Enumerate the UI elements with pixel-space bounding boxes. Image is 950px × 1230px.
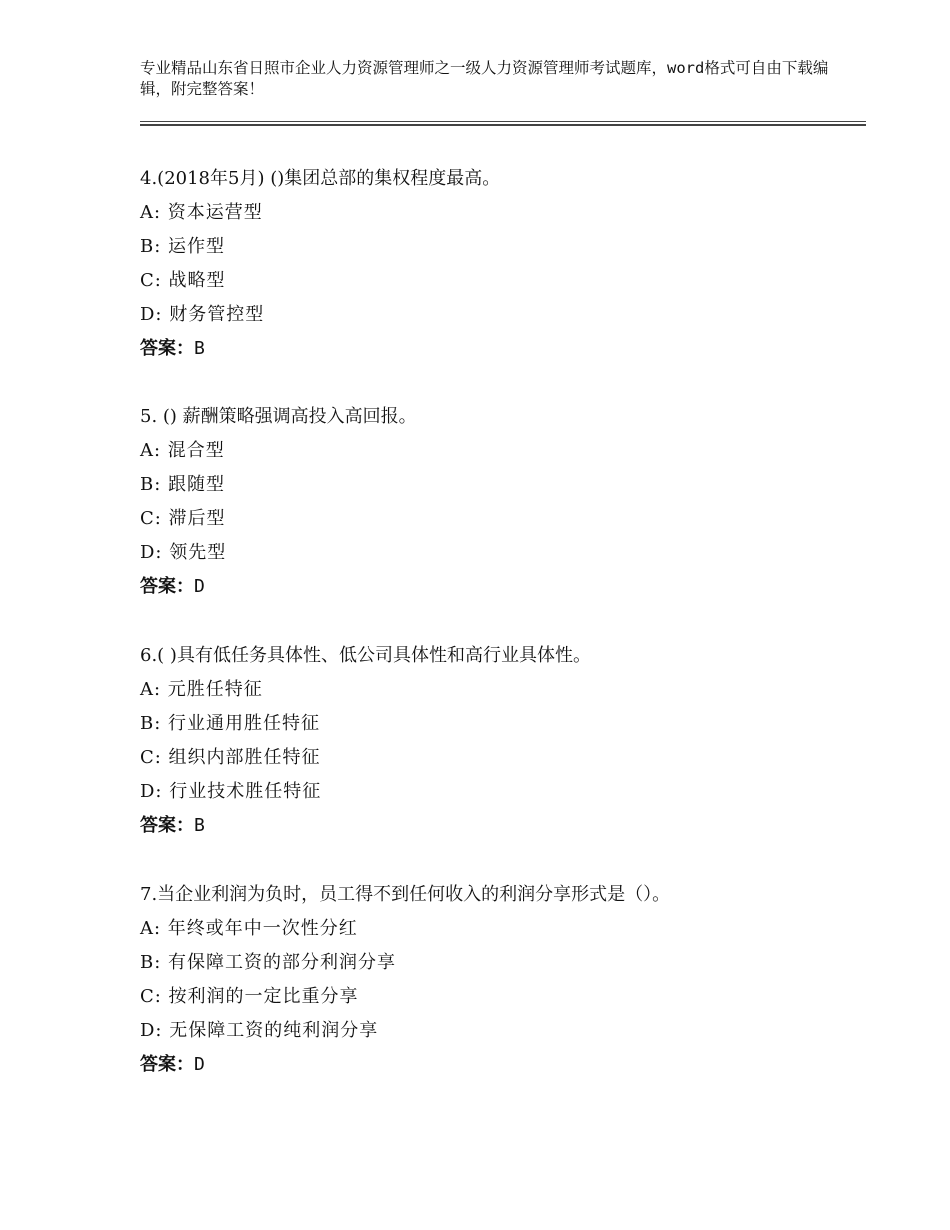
header-divider-thick <box>140 124 866 126</box>
option-d: D: 无保障工资的纯利润分享 <box>140 1020 379 1041</box>
option-c: C: 滞后型 <box>140 508 226 529</box>
answer-label: 答案： <box>140 1054 194 1075</box>
answer-value: D <box>194 576 205 597</box>
option-d: D: 领先型 <box>140 542 227 563</box>
option-d: D: 行业技术胜任特征 <box>140 781 322 802</box>
document-header: 专业精品山东省日照市企业人力资源管理师之一级人力资源管理师考试题库，word格式可自由下载编辑，附完整答案！ <box>140 59 829 98</box>
answer-value: B <box>194 815 205 836</box>
answer-line <box>140 332 840 366</box>
option-c: C: 按利润的一定比重分享 <box>140 986 359 1007</box>
header-divider-thin <box>140 121 866 122</box>
option-b: B: 运作型 <box>140 236 226 257</box>
option-a: A: 资本运营型 <box>140 202 263 223</box>
option-a: A: 混合型 <box>140 440 225 461</box>
answer-value: D <box>194 1054 205 1075</box>
question-4 <box>140 162 840 366</box>
option-c: C: 战略型 <box>140 270 226 291</box>
answer-label: 答案： <box>140 576 194 597</box>
answer-label: 答案： <box>140 815 194 836</box>
option-d: D: 财务管控型 <box>140 304 265 325</box>
question-5 <box>140 400 840 604</box>
answer-value: B <box>194 338 205 359</box>
question-6 <box>140 639 840 843</box>
question-title: 7.当企业利润为负时，员工得不到任何收入的利润分享形式是（）。 <box>140 884 671 905</box>
option-a: A: 元胜任特征 <box>140 679 263 700</box>
question-title: 6.( )具有低任务具体性、低公司具体性和高行业具体性。 <box>140 645 591 666</box>
option-b: B: 有保障工资的部分利润分享 <box>140 952 397 973</box>
question-title: 4.(2018年5月) ()集团总部的集权程度最高。 <box>140 168 501 189</box>
answer-line <box>140 809 840 843</box>
answer-label: 答案： <box>140 338 194 359</box>
question-7 <box>140 878 840 1082</box>
option-a: A: 年终或年中一次性分红 <box>140 918 358 939</box>
option-b: B: 跟随型 <box>140 474 226 495</box>
question-title: 5. () 薪酬策略强调高投入高回报。 <box>140 406 417 427</box>
answer-line <box>140 1048 840 1082</box>
answer-line <box>140 570 840 604</box>
option-b: B: 行业通用胜任特征 <box>140 713 321 734</box>
option-c: C: 组织内部胜任特征 <box>140 747 321 768</box>
